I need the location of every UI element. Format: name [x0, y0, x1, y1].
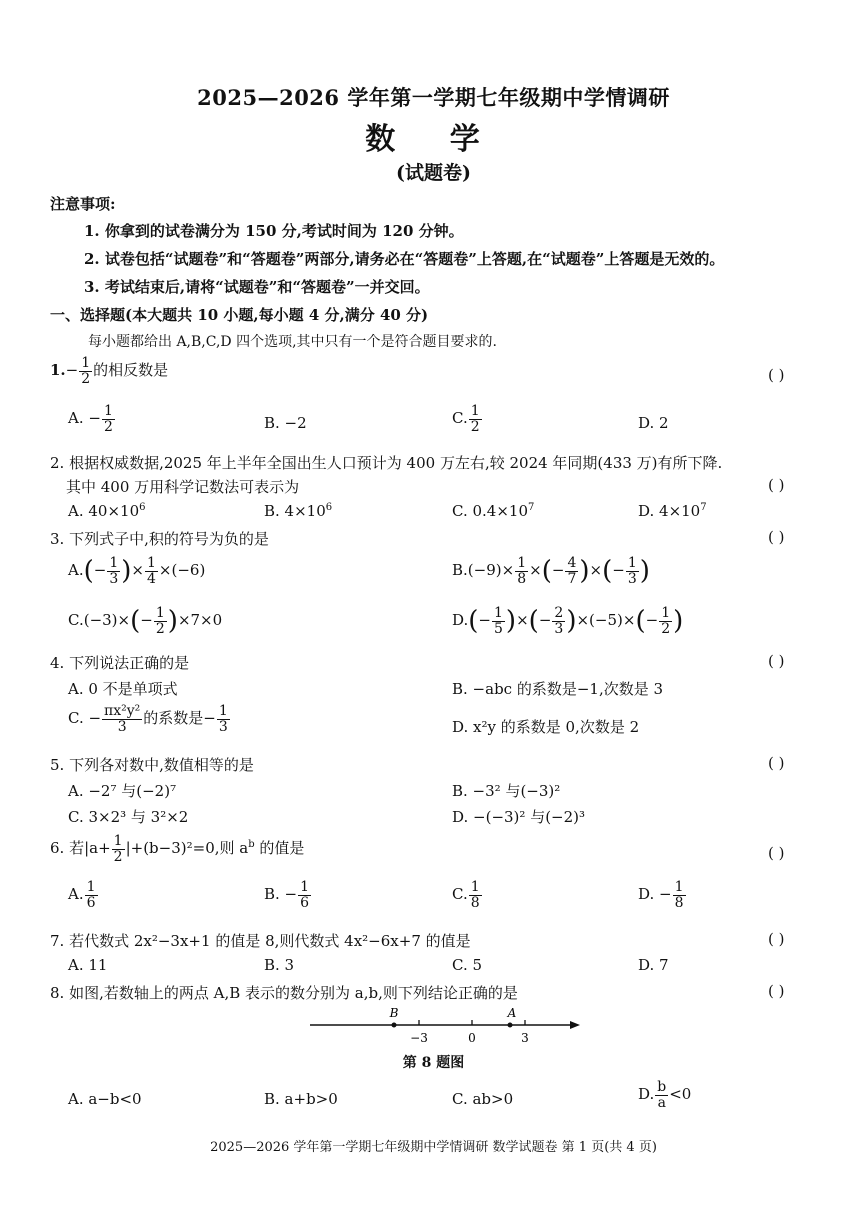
option-d: D. x²y 的系数是 0,次数是 2 [452, 718, 640, 736]
option-c [68, 606, 222, 636]
denominator: 3 [554, 620, 564, 637]
factor: ×7×0 [177, 611, 223, 630]
exponent: 6 [325, 502, 333, 513]
option-a: A. −2⁷ 与(−2)⁷ [68, 782, 177, 800]
paren: ( [541, 556, 552, 587]
fraction [673, 880, 686, 910]
fraction [217, 704, 230, 734]
denominator: 6 [86, 894, 96, 911]
minus-sign: − [478, 611, 491, 630]
answer-paren: ( ) [768, 528, 785, 546]
denominator: 2 [103, 418, 113, 435]
point-a [508, 1023, 513, 1028]
numerator: 1 [627, 555, 637, 571]
numerator: 1 [661, 605, 671, 621]
option-a: A. 11 [68, 956, 108, 974]
denominator: 2 [470, 418, 480, 435]
fraction [492, 606, 505, 636]
option-c: C. 5 [452, 956, 483, 974]
exam-title: 2025—2026 学年第一学期七年级期中学情调研 [197, 85, 670, 110]
stem-text: 的相反数是 [93, 361, 169, 380]
numerator: 1 [470, 879, 480, 895]
denominator: 6 [300, 894, 310, 911]
question-8-stem: 8. 如图,若数轴上的两点 A,B 表示的数分别为 a,b,则下列结论正确的是 [50, 984, 518, 1002]
tick-label: 3 [521, 1031, 529, 1045]
fraction [552, 606, 565, 636]
times-sign: × [529, 561, 542, 580]
question-7-stem: 7. 若代数式 2x²−3x+1 的值是 8,则代数式 4x²−6x+7 的值是 [50, 932, 471, 950]
numerator: 2 [554, 605, 564, 621]
option-label: C. − [68, 709, 102, 728]
notice-item: 1. 你拿到的试卷满分为 150 分,考试时间为 120 分钟。 [84, 222, 464, 240]
option-label: A. − [68, 409, 101, 428]
paren: ( [602, 556, 613, 587]
option-b [264, 880, 312, 910]
question-6-stem [50, 834, 304, 864]
option-text: B. 4×10 [264, 502, 326, 520]
notice-heading: 注意事项: [50, 195, 116, 213]
option-a: A. a−b<0 [68, 1090, 142, 1108]
stem-text: |+(b−3)²=0,则 a [125, 839, 249, 858]
numerator: 1 [147, 555, 156, 571]
option-a: A. 0 不是单项式 [68, 680, 178, 698]
times-sign: × [158, 561, 172, 580]
option-c [452, 404, 483, 434]
numerator: 1 [300, 879, 310, 895]
option-b [452, 556, 650, 586]
question-2-stem: 2. 根据权威数据,2025 年上半年全国出生人口预计为 400 万左右,较 2024 年同期(433 万)有所下降. [50, 454, 723, 472]
option-label: D. [452, 611, 469, 630]
fraction [112, 834, 125, 864]
question-5-stem: 5. 下列各对数中,数值相等的是 [50, 756, 254, 774]
question-1-stem [50, 356, 168, 386]
numerator: 1 [218, 703, 228, 719]
denominator: 2 [661, 620, 671, 637]
paper-subtitle: (试题卷) [396, 162, 471, 184]
notice-item: 3. 考试结束后,请将“试题卷”和“答题卷”一并交回。 [84, 278, 430, 296]
numerator: 1 [674, 879, 684, 895]
fraction [565, 556, 578, 586]
option-b: B. −abc 的系数是−1,次数是 3 [452, 680, 664, 698]
times-sign: × [516, 611, 529, 630]
numerator: 1 [517, 555, 527, 571]
numerator: 4 [567, 555, 577, 571]
fraction [515, 556, 528, 586]
page-footer: 2025—2026 学年第一学期七年级期中学情调研 数学试题卷 第 1 页(共 4 页) [210, 1140, 657, 1155]
fraction [655, 1080, 668, 1110]
answer-paren: ( ) [768, 476, 785, 494]
answer-paren: ( ) [768, 652, 785, 670]
option-label: D. − [638, 885, 672, 904]
stem-text: 的值是 [254, 839, 305, 858]
option-label: C. [452, 885, 468, 904]
paren: ) [505, 606, 517, 637]
fraction [102, 704, 142, 734]
factor: (−9) [467, 561, 502, 580]
fraction [79, 356, 92, 386]
option-label: A. [68, 885, 84, 904]
minus-sign: − [93, 561, 107, 580]
option-d [638, 880, 687, 910]
denominator: 2 [113, 848, 123, 865]
tick-label: 0 [468, 1031, 476, 1045]
answer-paren: ( ) [768, 754, 785, 772]
fraction [85, 880, 98, 910]
factor: (−3) [83, 611, 118, 630]
section-heading: 一、选择题(本大题共 10 小题,每小题 4 分,满分 40 分) [50, 306, 429, 324]
fraction [145, 556, 158, 586]
exponent: 7 [700, 502, 707, 513]
denominator: 2 [155, 620, 165, 637]
option-d [638, 502, 707, 520]
numerator: 1 [86, 879, 96, 895]
exponent: b [248, 839, 255, 851]
paren: ( [635, 606, 646, 637]
denominator: 7 [567, 570, 577, 587]
point-b [392, 1023, 397, 1028]
fraction [626, 556, 639, 586]
option-d: D. 7 [638, 956, 669, 974]
answer-paren: ( ) [768, 930, 785, 948]
paren: ) [639, 556, 650, 587]
option-c: C. ab>0 [452, 1090, 514, 1108]
option-label: D. [638, 1085, 655, 1104]
denominator: 8 [517, 570, 527, 587]
stem-text: 6. 若|a+ [50, 839, 111, 858]
times-sign: × [576, 611, 590, 630]
question-number: 1. [50, 361, 66, 380]
option-label: C. [68, 611, 84, 630]
option-text: <0 [669, 1085, 692, 1104]
times-sign: × [622, 611, 636, 630]
option-a [68, 502, 146, 520]
paren: ) [579, 556, 590, 587]
numerator: 1 [494, 605, 503, 621]
question-2-stem-line2: 其中 400 万用科学记数法可表示为 [66, 478, 300, 496]
denominator: 3 [627, 570, 637, 587]
label-b: B [389, 1006, 399, 1020]
denominator: 5 [494, 620, 503, 637]
denominator: 3 [218, 718, 228, 735]
paren: ( [83, 556, 94, 587]
option-a [68, 404, 116, 434]
notice-item: 2. 试卷包括“试题卷”和“答题卷”两部分,请务必在“答题卷”上答题,在“试题卷”上答题是无效的。 [84, 250, 725, 268]
subject-title: 数 学 [365, 122, 502, 157]
denominator: 3 [117, 718, 127, 735]
option-b: B. −2 [264, 414, 307, 432]
option-a [68, 880, 99, 910]
option-c [452, 502, 534, 520]
minus-sign: − [65, 361, 79, 380]
label-a: A [507, 1006, 517, 1020]
factor: (−6) [171, 561, 206, 580]
option-text: D. 4×10 [638, 502, 701, 520]
numerator: 1 [470, 403, 480, 419]
option-label: B. [452, 561, 468, 580]
denominator: 8 [470, 894, 480, 911]
numerator: 1 [109, 555, 119, 571]
minus-sign: − [551, 561, 565, 580]
fraction [107, 556, 120, 586]
option-b: B. a+b>0 [264, 1090, 338, 1108]
option-label: A. [68, 561, 84, 580]
paren: ) [566, 606, 577, 637]
section-instruction: 每小题都给出 A,B,C,D 四个选项,其中只有一个是符合题目要求的. [88, 334, 497, 350]
fraction [659, 606, 672, 636]
option-b: B. −3² 与(−3)² [452, 782, 561, 800]
denominator: 2 [81, 370, 91, 387]
option-b [264, 502, 332, 520]
tick-label: −3 [410, 1031, 428, 1045]
option-label: B. − [264, 885, 298, 904]
answer-paren: ( ) [768, 982, 785, 1000]
paren: ) [121, 556, 132, 587]
option-d: D. 2 [638, 414, 669, 432]
option-label: C. [452, 409, 468, 428]
denominator: 3 [109, 570, 119, 587]
fraction [298, 880, 311, 910]
numerator: 1 [103, 403, 113, 419]
option-text: A. 40×10 [68, 502, 140, 520]
option-d: D. −(−3)² 与(−2)³ [452, 808, 586, 826]
minus-sign: − [140, 611, 153, 630]
minus-sign: − [612, 561, 625, 580]
factor: (−5) [589, 611, 623, 630]
minus-sign: − [645, 611, 659, 630]
numerator: b [657, 1079, 667, 1095]
fraction [154, 606, 167, 636]
exponent: 7 [528, 502, 535, 513]
fraction [469, 404, 482, 434]
times-sign: × [117, 611, 131, 630]
option-b: B. 3 [264, 956, 295, 974]
arrow-right-icon [570, 1021, 580, 1029]
answer-paren: ( ) [768, 844, 785, 862]
question-4-stem: 4. 下列说法正确的是 [50, 654, 190, 672]
paren: ) [673, 606, 684, 637]
paren: ( [130, 606, 141, 637]
numerator: 1 [81, 355, 91, 371]
option-text: 的系数是− [143, 709, 216, 728]
numerator: πx²y² [104, 703, 141, 719]
fraction [469, 880, 482, 910]
option-d [638, 1080, 691, 1110]
times-sign: × [589, 561, 603, 580]
times-sign: × [131, 561, 144, 580]
answer-paren: ( ) [768, 366, 785, 384]
question-3-stem: 3. 下列式子中,积的符号为负的是 [50, 530, 269, 548]
option-d [452, 606, 683, 636]
minus-sign: − [538, 611, 552, 630]
numerator: 1 [113, 833, 123, 849]
number-line-figure [300, 1004, 590, 1048]
times-sign: × [501, 561, 515, 580]
numerator: 1 [155, 605, 165, 621]
denominator: a [657, 1094, 666, 1111]
denominator: 4 [147, 570, 156, 587]
figure-caption: 第 8 题图 [402, 1055, 465, 1071]
fraction [102, 404, 115, 434]
paren: ) [167, 606, 178, 637]
exponent: 6 [139, 502, 146, 513]
option-a [68, 556, 205, 586]
option-text: C. 0.4×10 [452, 502, 528, 520]
paren: ( [468, 606, 479, 637]
option-c: C. 3×2³ 与 3²×2 [68, 808, 189, 826]
denominator: 8 [674, 894, 684, 911]
paren: ( [528, 606, 539, 637]
option-c [68, 704, 231, 734]
option-c [452, 880, 483, 910]
